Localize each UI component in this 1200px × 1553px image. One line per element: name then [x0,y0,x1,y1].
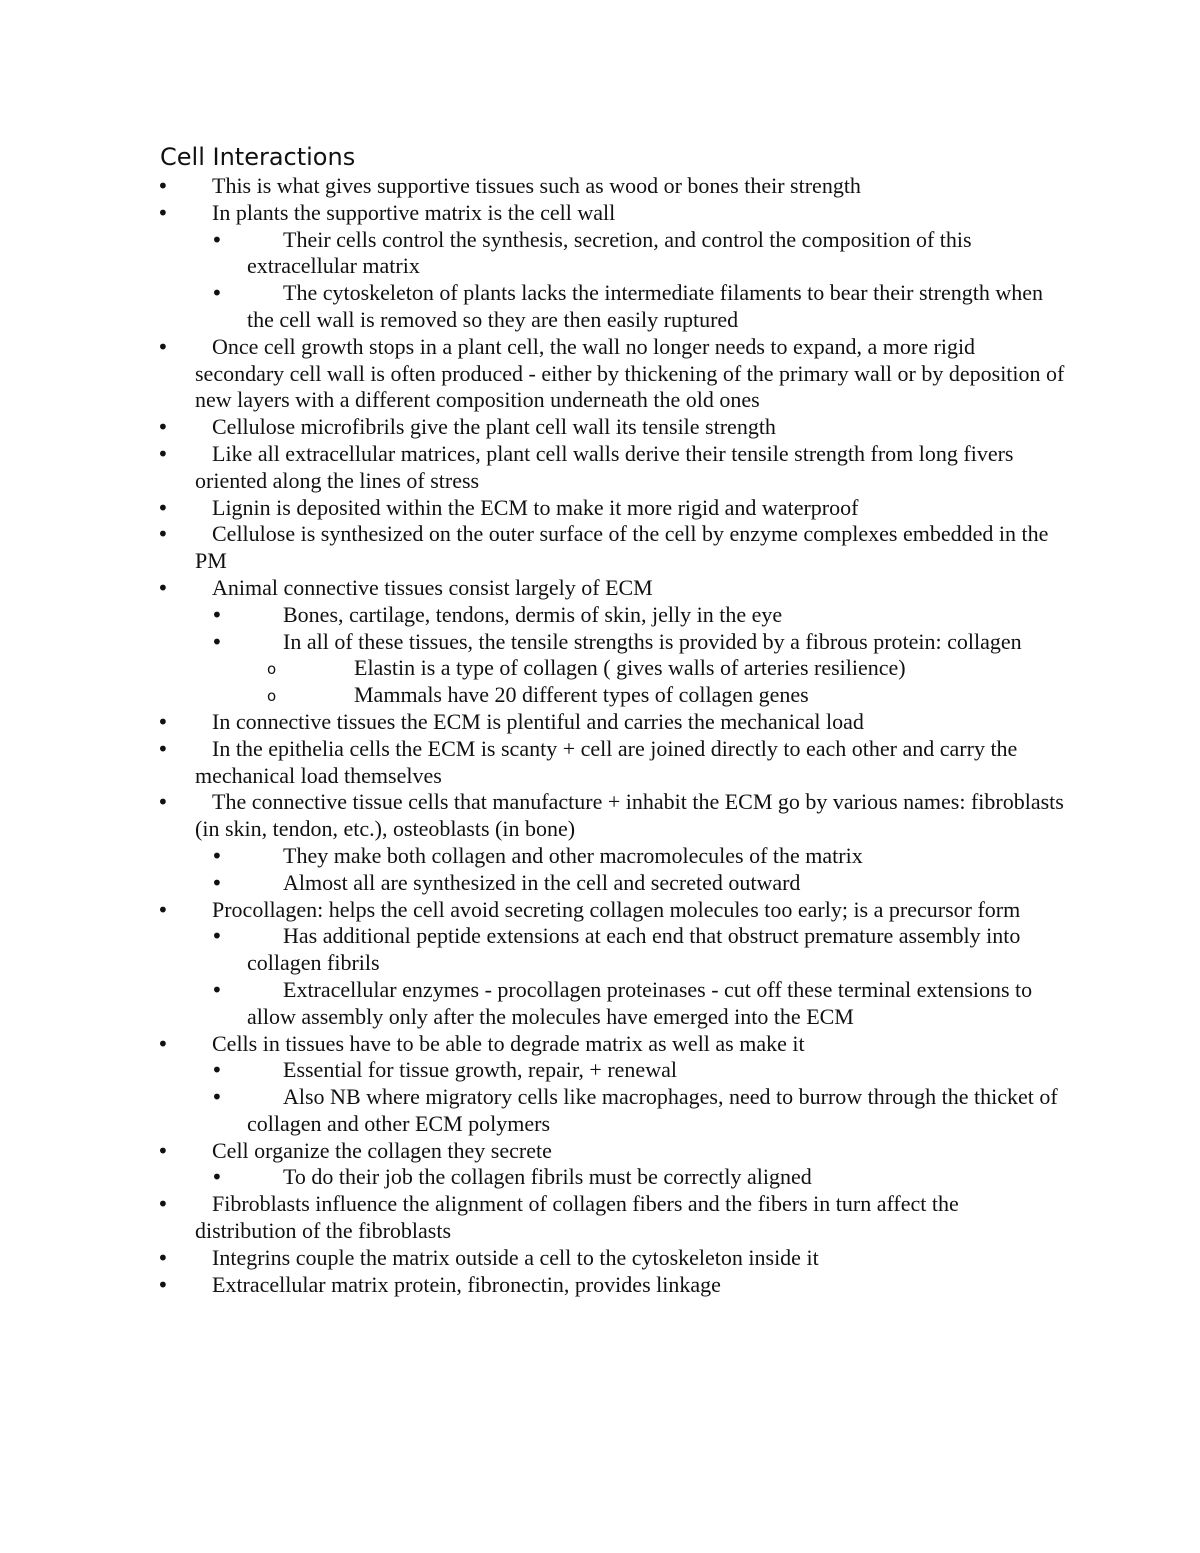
list-item [0,709,1065,736]
bullet-list [0,173,1200,1298]
list-item-text: The connective tissue cells that manufacture + inhabit the ECM go by various names: fibroblasts (in skin, tendon, etc.), osteoblasts (in bone) [195,789,1064,842]
list-item [0,280,1067,334]
list-item [0,441,1065,495]
bullet-icon: • [211,1058,223,1083]
list-item-text: Extracellular matrix protein, fibronectin, provides linkage [212,1271,721,1297]
bullet-icon: • [211,227,223,252]
list-item [0,629,1067,656]
list-item-text: They make both collagen and other macromolecules of the matrix [283,842,863,868]
hollow-bullet-icon: o [267,687,277,706]
list-item [0,870,1067,897]
bullet-icon: • [157,1272,169,1297]
bullet-icon: • [157,495,169,520]
list-item-text: Procollagen: helps the cell avoid secreting collagen molecules too early; is a precursor form [212,896,1021,922]
list-item [0,495,1065,522]
list-item-text: To do their job the collagen fibrils must be correctly aligned [283,1164,812,1190]
bullet-icon: • [157,1245,169,1270]
list-item [0,173,1065,200]
bullet-icon: • [157,334,169,359]
bullet-icon: • [157,174,169,198]
list-item-text: Cellulose is synthesized on the outer surface of the cell by enzyme complexes embedded in the PM [195,521,1049,574]
bullet-icon: • [157,790,169,815]
bullet-icon: • [211,924,223,949]
list-item-text: In the epithelia cells the ECM is scanty + cell are joined directly to each other and carry the mechanical load themselves [195,735,1018,788]
list-item-text: Their cells control the synthesis, secretion, and control the composition of this extracellular matrix [247,226,972,279]
list-item-text: Has additional peptide extensions at each end that obstruct premature assembly into collagen fibrils [247,923,1021,976]
list-item-text: In connective tissues the ECM is plentiful and carries the mechanical load [212,708,864,734]
bullet-icon: • [157,897,169,922]
list-item-text: In all of these tissues, the tensile strengths is provided by a fibrous protein: collagen [283,628,1022,654]
page-title: Cell Interactions [160,143,356,171]
list-item-text: In plants the supportive matrix is the cell wall [212,199,616,225]
bullet-icon: • [211,843,223,868]
bullet-icon: • [157,200,169,225]
list-item [0,227,1067,281]
list-item-text: Extracellular enzymes - procollagen proteinases - cut off these terminal extensions to allow assembly only after the molecules have emerged into the ECM [247,976,1033,1029]
list-item [0,334,1065,414]
list-item [0,1138,1065,1165]
list-item [0,1164,1067,1191]
list-item [0,923,1067,977]
list-item [0,1084,1067,1138]
list-item [0,1057,1067,1084]
list-item [0,977,1067,1031]
bullet-icon: • [157,415,169,440]
list-item-text: The cytoskeleton of plants lacks the intermediate filaments to bear their strength when the cell wall is removed so they are then easily ruptured [247,280,1043,332]
list-item [0,1031,1065,1058]
bullet-icon: • [157,575,169,600]
list-item [0,521,1065,575]
list-item-text: Animal connective tissues consist largely of ECM [212,574,653,600]
list-item-text: Like all extracellular matrices, plant cell walls derive their tensile strength from long fivers oriented along the lines of stress [195,440,1014,493]
list-item [0,655,1067,682]
list-item [0,736,1065,790]
hollow-bullet-icon: o [267,660,277,679]
list-item [0,602,1067,629]
list-item [0,682,1067,709]
list-item-text: Once cell growth stops in a plant cell, the wall no longer needs to expand, a more rigid secondary cell wall is often produced - either by thickening of the primary wall or by deposition of new layers with a different composition underneath the old ones [195,333,1065,413]
list-item-text: Almost all are synthesized in the cell and secreted outward [283,869,801,895]
bullet-icon: • [157,736,169,761]
list-item-text: Integrins couple the matrix outside a cell to the cytoskeleton inside it [212,1244,819,1270]
list-item [0,575,1065,602]
list-item [0,1272,1065,1299]
list-item [0,200,1065,227]
list-item-text: Cell organize the collagen they secrete [212,1137,552,1163]
list-item-text: Mammals have 20 different types of collagen genes [354,682,809,708]
bullet-icon: • [211,1165,223,1190]
list-item [0,414,1065,441]
bullet-icon: • [211,1085,223,1110]
list-item-text: Also NB where migratory cells like macrophages, need to burrow through the thicket of collagen and other ECM polymers [247,1084,1058,1136]
list-item [0,1245,1065,1272]
bullet-icon: • [211,602,223,627]
list-item-text: This is what gives supportive tissues such as wood or bones their strength [212,173,861,198]
list-item-text: Elastin is a type of collagen ( gives walls of arteries resilience) [354,655,906,681]
list-item [0,897,1065,924]
list-item-text: Bones, cartilage, tendons, dermis of skin, jelly in the eye [283,601,783,627]
bullet-icon: • [157,441,169,466]
bullet-icon: • [157,1031,169,1056]
bullet-icon: • [211,870,223,895]
bullet-icon: • [211,629,223,654]
list-item [0,843,1067,870]
list-item-text: Essential for tissue growth, repair, + renewal [283,1057,677,1083]
list-item-text: Cellulose microfibrils give the plant cell wall its tensile strength [212,414,776,440]
bullet-icon: • [211,977,223,1002]
bullet-icon: • [211,281,223,306]
bullet-icon: • [157,522,169,547]
list-item [0,789,1065,843]
bullet-icon: • [157,709,169,734]
bullet-icon: • [157,1192,169,1217]
list-item-text: Cells in tissues have to be able to degrade matrix as well as make it [212,1030,805,1056]
list-item-text: Fibroblasts influence the alignment of collagen fibers and the fibers in turn affect the distribution of the fibroblasts [195,1191,959,1244]
list-item-text: Lignin is deposited within the ECM to make it more rigid and waterproof [212,494,859,520]
list-item [0,1191,1065,1245]
bullet-icon: • [157,1138,169,1163]
